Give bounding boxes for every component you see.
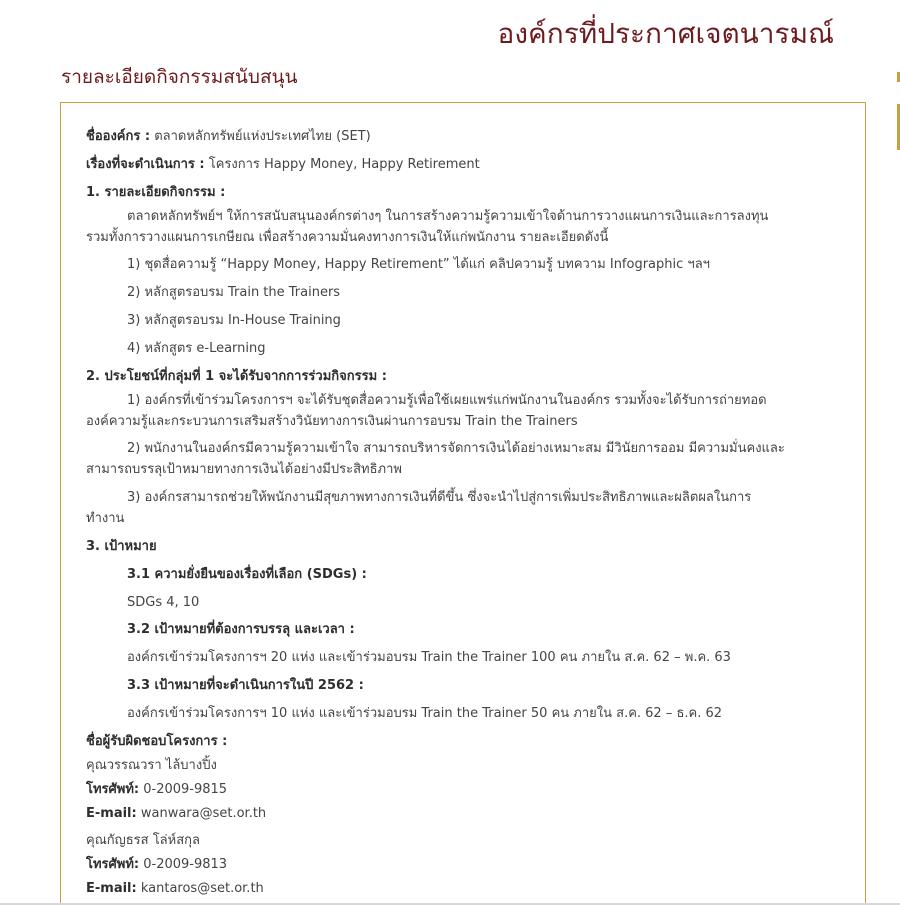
section-2-benefit-3-line-1: 3) องค์กรสามารถช่วยให้พนักงานมีสุขภาพทางการเงินที่ดีขึ้น ซึ่งจะนำไปสู่การเพิ่มประสิทธิภาพและผลิตผลในการ [127,490,752,506]
section-3-2-heading: 3.2 เป้าหมายที่ต้องการบรรลุ และเวลา : [127,622,355,638]
project-value: โครงการ Happy Money, Happy Retirement [204,156,480,172]
section-2-heading: 2. ประโยชน์ที่กลุ่มที่ 1 จะได้รับจากการร่วมกิจกรรม : [86,368,387,384]
page-title: องค์กรที่ประกาศเจตนารมณ์ [497,17,834,50]
activity-details-box [60,102,866,905]
section-1-item: 1) ชุดสื่อความรู้ “Happy Money, Happy Retirement” ได้แก่ คลิปความรู้ บทความ Infographic ฯลฯ [127,257,710,273]
contact-phone-row [86,853,865,877]
section-2-benefit-2-line-2: สามารถบรรลุเป้าหมายทางการเงินได้อย่างมีประสิทธิภาพ [86,462,402,478]
section-3-heading: 3. เป้าหมาย [86,538,157,554]
section-3-1-heading: 3.1 ความยั่งยืนของเรื่องที่เลือก (SDGs) : [127,566,367,582]
contact-name: คุณวรรณวรา ไล้บางปิ้ง [86,757,217,773]
section-3-3-heading: 3.3 เป้าหมายที่จะดำเนินการในปี 2562 : [127,677,364,693]
section-3-2-value: องค์กรเข้าร่วมโครงการฯ 20 แห่ง และเข้าร่วมอบรม Train the Trainer 100 คน ภายใน ส.ค. 62 – พ.ค. 63 [127,650,731,666]
contact-email-row [86,802,865,826]
contact-heading: ชื่อผู้รับผิดชอบโครงการ : [86,733,228,749]
org-label: ชื่อองค์กร : [86,129,151,144]
org-value: ตลาดหลักทรัพย์แห่งประเทศไทย (SET) [150,129,371,144]
contact-phone: 0-2009-9813 [139,857,228,873]
phone-label: โทรศัพท์: [86,857,140,873]
phone-label: โทรศัพท์: [86,781,140,797]
section-1-item: 2) หลักสูตรอบรม Train the Trainers [127,285,341,301]
section-1-item: 4) หลักสูตร e-Learning [127,340,266,356]
section-2-benefit-1-line-1: 1) องค์กรที่เข้าร่วมโครงการฯ จะได้รับชุดสื่อความรู้เพื่อใช้เผยแพร่แก่พนักงานในองค์กร รวมทั้งจะได้รับการถ่ายทอด [127,392,767,408]
org-row [86,125,865,149]
section-1-heading: 1. รายละเอียดกิจกรรม : [86,184,226,200]
section-1-item: 3) หลักสูตรอบรม In-House Training [127,312,341,328]
contact-email-row [86,877,865,901]
contact-phone-row [86,778,865,802]
project-label: เรื่องที่จะดำเนินการ : [86,156,205,172]
section-2-benefit-2-line-1: 2) พนักงานในองค์กรมีความรู้ความเข้าใจ สามารถบริหารจัดการเงินได้อย่างเหมาะสม มีวินัยการออม มีความมั่นคงและ [127,441,785,457]
section-1-para-line-1: ตลาดหลักทรัพย์ฯ ให้การสนับสนุนองค์กรต่างๆ ในการสร้างความรู้ความเข้าใจด้านการวางแผนการเงินและการลงทุน [127,208,769,224]
project-row [86,153,865,177]
section-title: รายละเอียดกิจกรรมสนับสนุน [61,66,298,88]
contact-phone: 0-2009-9815 [139,781,228,797]
email-label: E-mail: [86,805,137,821]
section-3-1-value: SDGs 4, 10 [127,594,200,610]
section-3-3-value: องค์กรเข้าร่วมโครงการฯ 10 แห่ง และเข้าร่วมอบรม Train the Trainer 50 คน ภายใน ส.ค. 62 – ธ.ค. 62 [127,705,723,721]
section-1-para-line-2: รวมทั้งการวางแผนการเกษียณ เพื่อสร้างความมั่นคงทางการเงินให้แก่พนักงาน รายละเอียดดังนี้ [86,229,609,245]
contact-email[interactable]: kantaros@set.or.th [136,881,264,897]
email-label: E-mail: [86,881,137,897]
section-2-benefit-3-line-2: ทำงาน [86,511,125,527]
contact-name: คุณกัญธรส โล่ห์สกุล [86,833,200,849]
section-2-benefit-1-line-2: องค์ความรู้และกระบวนการเสริมสร้างวินัยทางการเงินผ่านการอบรม Train the Trainers [86,413,578,429]
contact-email[interactable]: wanwara@set.or.th [136,805,267,821]
